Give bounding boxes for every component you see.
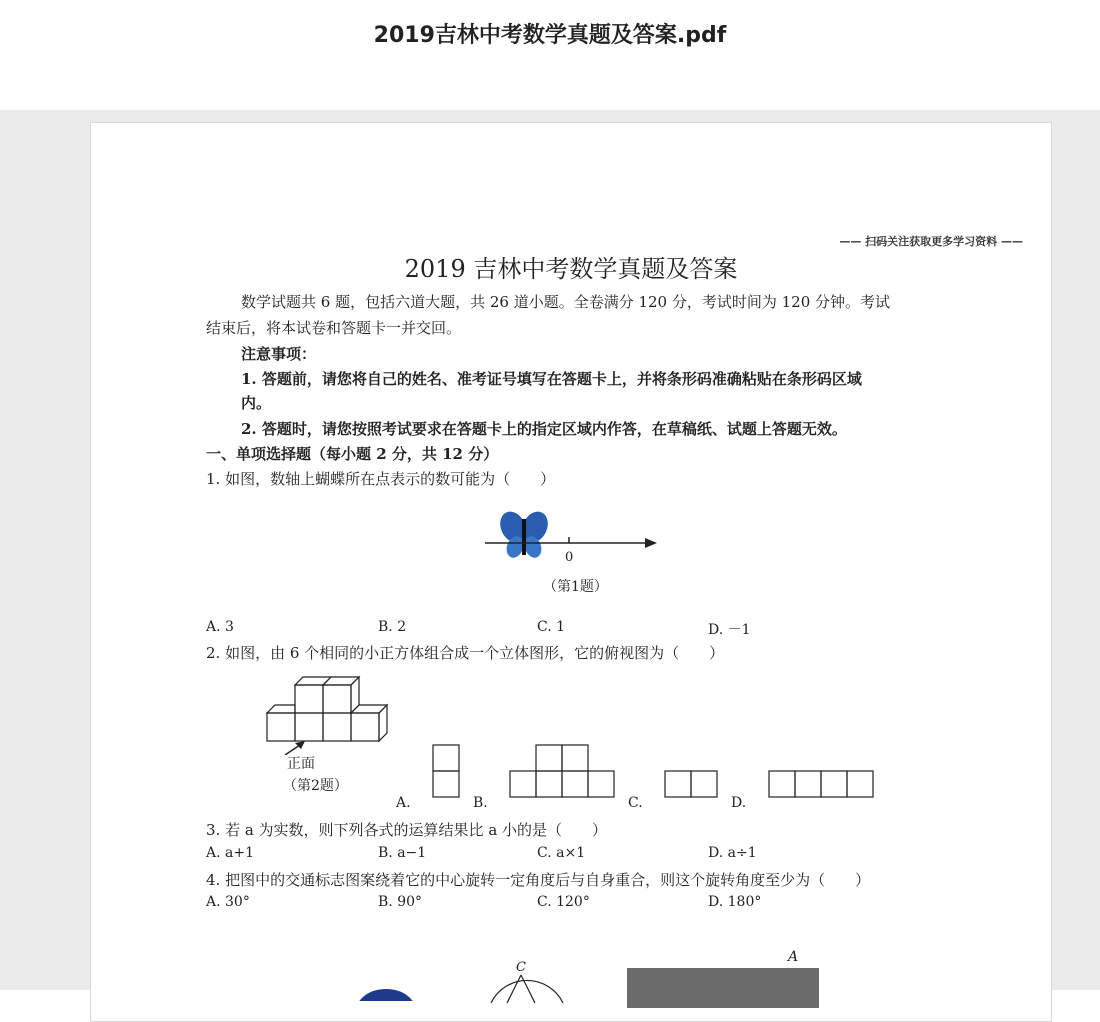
photo-label-a: A [788, 949, 799, 965]
question-4: 4. 把图中的交通标志图案绕着它的中心旋转一定角度后与自身重合，则这个旋转角度至少为（ ） [206, 871, 871, 889]
q2-option-a-figure [431, 743, 461, 799]
q2-option-b: B. [473, 795, 488, 811]
notes-title: 注意事项： [241, 345, 317, 363]
butterfly-icon [495, 507, 552, 560]
q2-option-c-figure [663, 769, 721, 799]
circle-figure [483, 957, 573, 1003]
number-line-zero-label: 0 [565, 550, 574, 565]
q4-option-b: B. 90° [378, 894, 423, 910]
q4-option-d: D. 180° [708, 894, 762, 910]
q1-option-c: C. 1 [537, 619, 566, 635]
intro-line-1: 数学试题共 6 题，包括六道大题，共 26 道小题。全卷满分 120 分，考试时间为 120 分钟。考试 [241, 293, 891, 311]
q2-caption: （第2题） [283, 778, 348, 794]
q2-option-d-figure [767, 769, 879, 799]
q2-option-b-figure [508, 743, 618, 799]
traffic-sign-figure [351, 981, 421, 1001]
note-1b: 内。 [241, 394, 272, 412]
note-1a: 1. 答题前，请您将自己的姓名、准考证号填写在答题卡上，并将条形码准确粘贴在条形码区域 [241, 370, 862, 388]
q2-option-d: D. [731, 795, 747, 811]
note-2: 2. 答题时，请您按照考试要求在答题卡上的指定区域内作答，在草稿纸、试题上答题无效。 [241, 420, 847, 438]
question-2: 2. 如图，由 6 个相同的小正方体组合成一个立体图形，它的俯视图为（ ） [206, 644, 725, 662]
q1-option-b: B. 2 [378, 619, 407, 635]
intro-line-2: 结束后，将本试卷和答题卡一并交回。 [206, 319, 462, 337]
document-title: 2019吉林中考数学真题及答案.pdf [373, 23, 727, 48]
title-bar [0, 0, 1100, 110]
q3-option-a: A. a+1 [206, 845, 254, 861]
question-1: 1. 如图，数轴上蝴蝶所在点表示的数可能为（ ） [206, 470, 556, 488]
q2-front-label: 正面 [287, 756, 315, 772]
pdf-viewer[interactable] [0, 110, 1100, 990]
q3-option-d: D. a÷1 [708, 845, 757, 861]
q1-caption: （第1题） [543, 579, 608, 595]
q2-option-c: C. [628, 795, 643, 811]
q1-number-line-figure [481, 505, 671, 565]
question-3: 3. 若 a 为实数，则下列各式的运算结果比 a 小的是（ ） [206, 821, 608, 839]
q3-option-b: B. a−1 [378, 845, 427, 861]
circle-label-c: C [516, 960, 526, 975]
q1-option-a: A. 3 [206, 619, 234, 635]
q2-cubes-figure [263, 675, 393, 755]
pdf-page [90, 122, 1052, 1022]
q1-option-d: D. －1 [708, 622, 751, 638]
paper-title: 2019 吉林中考数学真题及答案 [404, 255, 738, 283]
photo-figure [627, 968, 819, 1008]
q2-option-a: A. [396, 795, 411, 811]
scan-note: —— 扫码关注获取更多学习资料 —— [839, 235, 1023, 248]
section-1-heading: 一、单项选择题（每小题 2 分，共 12 分） [206, 445, 499, 463]
q4-option-c: C. 120° [537, 894, 590, 910]
q3-option-c: C. a×1 [537, 845, 586, 861]
q4-option-a: A. 30° [206, 894, 250, 910]
